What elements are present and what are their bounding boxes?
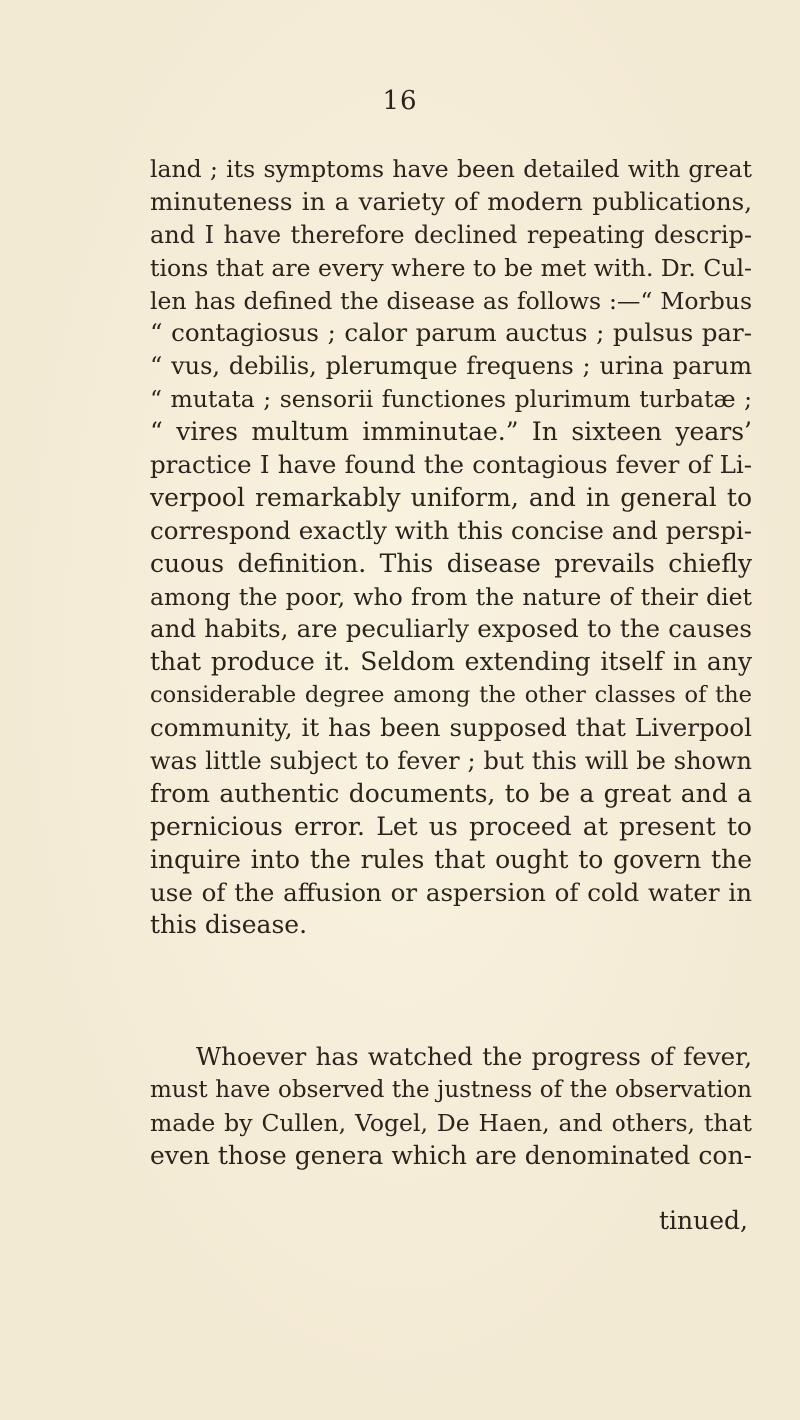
paragraph-2	[150, 1041, 752, 1173]
text-line: “ contagiosus ; calor parum auctus ; pulsus par-	[150, 318, 752, 348]
text-line: considerable degree among the other classes of the	[150, 682, 752, 709]
text-line: correspond exactly with this concise and perspi-	[150, 515, 752, 545]
text-line: Whoever has watched the progress of fever,	[196, 1042, 752, 1071]
text-line: community, it has been supposed that Liverpool	[150, 713, 752, 743]
catchword: tinued,	[659, 1206, 748, 1235]
text-line: verpool remarkably uniform, and in general to	[150, 482, 752, 512]
text-line: land ; its symptoms have been detailed with great	[150, 155, 752, 183]
text-line: “ vus, debilis, plerumque frequens ; urina parum	[150, 352, 752, 381]
text-line: len has defined the disease as follows :—“ Morbus	[150, 286, 752, 315]
text-line: among the poor, who from the nature of their diet	[150, 582, 752, 611]
text-line: “ mutata ; sensorii functiones plurimum turbatæ ;	[150, 385, 752, 414]
text-line: practice I have found the contagious fever of Li-	[150, 450, 752, 480]
text-line: that produce it. Seldom extending itself in any	[150, 647, 752, 677]
text-line: and I have therefore declined repeating descrip-	[150, 220, 752, 249]
paragraph-1	[150, 153, 752, 942]
text-line: this disease.	[150, 910, 308, 940]
page-number: 16	[382, 86, 418, 116]
text-line: must have observed the justness of the observation	[150, 1076, 752, 1103]
text-line: “ vires multum imminutae.” In sixteen years’	[150, 417, 752, 447]
text-line: use of the affusion or aspersion of cold water in	[150, 877, 752, 907]
text-line: was little subject to fever ; but this will be shown	[150, 747, 752, 776]
text-line: cuous definition. This disease prevails chiefly	[150, 548, 752, 578]
text-line: made by Cullen, Vogel, De Haen, and others, that	[150, 1108, 752, 1137]
text-line: inquire into the rules that ought to govern the	[150, 844, 752, 874]
text-line: pernicious error. Let us proceed at present to	[150, 811, 752, 841]
text-line: and habits, are peculiarly exposed to the causes	[150, 614, 752, 644]
text-line: tions that are every where to be met with. Dr. Cul-	[150, 253, 752, 282]
text-line: minuteness in a variety of modern publications,	[150, 186, 752, 216]
text-line: even those genera which are denominated con-	[150, 1140, 752, 1170]
text-line: from authentic documents, to be a great and a	[150, 778, 752, 808]
